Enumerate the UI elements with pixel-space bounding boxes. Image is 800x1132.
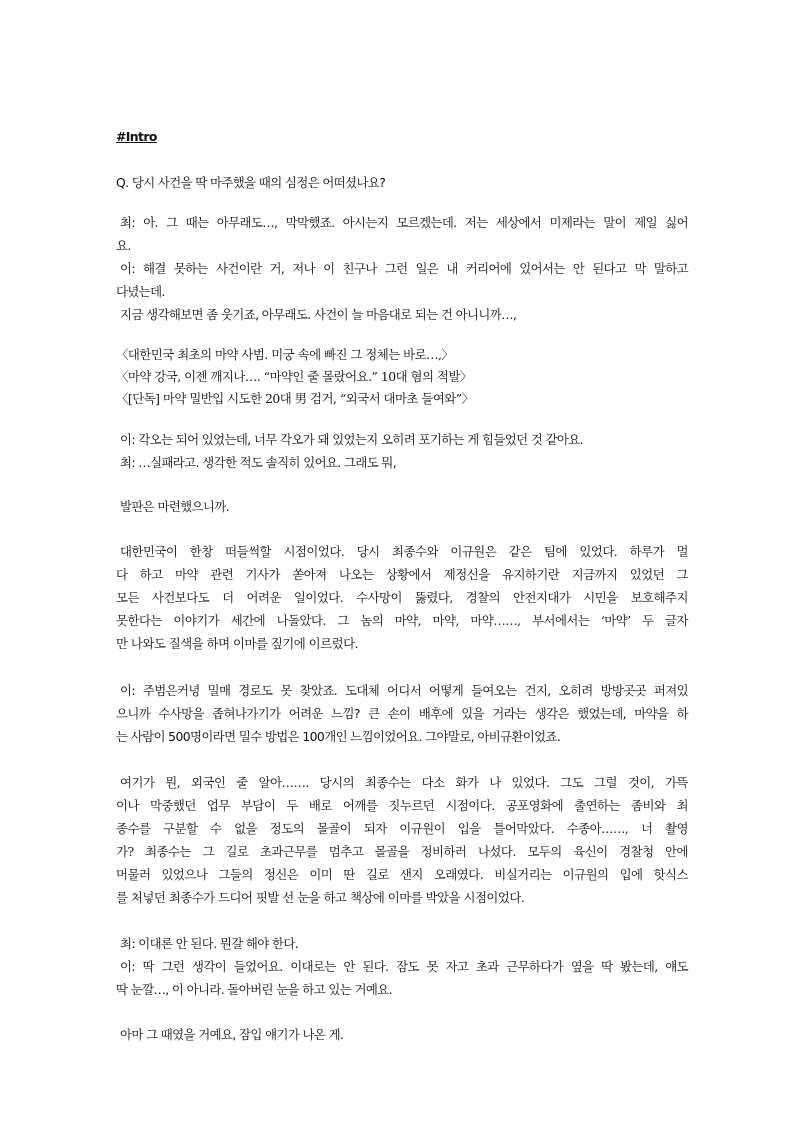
dialogue-line: 아마 그 때였을 거예요, 잠입 얘기가 나온 게. <box>120 1027 344 1042</box>
section-heading: #Intro <box>116 129 157 144</box>
dialogue-line: 이: 해결 못하는 사건이란 거, 저나 이 친구나 그런 일은 내 커리어에 있어서는 안 된다고 막 말하고 <box>120 261 688 276</box>
narrative-line: 여기가 뭔, 외국인 줄 알아……. 당시의 최종수는 다소 화가 나 있었다. 그도 그럴 것이, 가뜩 <box>120 775 688 790</box>
dialogue-line: 이: 각오는 되어 있었는데, 너무 각오가 돼 있었는지 오히려 포기하는 게 힘들었던 것 같아요. <box>120 432 583 447</box>
narrative-line: 모든 사건보다도 더 어려운 일이었다. 수사망이 뚫렸다, 경찰의 안전지대가 시민을 보호해주지 <box>116 590 688 605</box>
dialogue-line: 최: …실패라고. 생각한 적도 솔직히 있어요. 그래도 뭐, <box>120 455 397 470</box>
news-headline: 〈마약 강국, 이젠 깨지나…. “마약인 줄 몰랐어요.” 10대 혐의 적발〉 <box>116 369 472 384</box>
narrative-line: 를 처넣던 최종수가 드디어 핏발 선 눈을 하고 책상에 이마를 박았을 시점이었다. <box>116 890 525 905</box>
dialogue-line: 는 사람이 500명이라면 밀수 방법은 100개인 느낌이었어요. 그야말로, 아비규환이었죠. <box>116 729 561 744</box>
dialogue-line: 이: 주범은커녕 밀매 경로도 못 찾았죠. 도대체 어디서 어떻게 들여오는 건지, 오히려 방방곳곳 퍼져있 <box>120 683 688 698</box>
dialogue-line: 다녔는데. <box>116 284 165 299</box>
dialogue-line: 요. <box>116 238 131 253</box>
interview-question: Q. 당시 사건을 딱 마주했을 때의 심정은 어떠셨나요? <box>116 175 386 190</box>
dialogue-line: 으니까 수사망을 좁혀나가기가 어려운 느낌? 큰 손이 배후에 있을 거라는 생각은 했었는데, 마약을 하 <box>116 706 688 721</box>
dialogue-line: 지금 생각해보면 좀 웃기죠, 아무래도. 사건이 늘 마음대로 되는 건 아니니까…, <box>120 307 517 322</box>
narrative-line: 가? 최종수는 그 길로 초과근무를 멈추고 몰골을 정비하러 나섰다. 모두의 육신이 경찰청 안에 <box>116 844 688 859</box>
dialogue-line: 발판은 마련했으니까. <box>120 499 230 514</box>
news-headline: 〈[단독] 마약 밀반입 시도한 20대 男 검거, “외국서 대마초 들여와”〉 <box>116 391 474 406</box>
narrative-line: 다 하고 마약 관련 기사가 쏟아져 나오는 상황에서 제정신을 유지하기란 지금까지 있었던 그 <box>116 567 688 582</box>
dialogue-line: 딱 눈깔…, 이 아니라. 돌아버린 눈을 하고 있는 거예요. <box>116 982 392 997</box>
narrative-line: 대한민국이 한창 떠들썩할 시점이었다. 당시 최종수와 이규원은 같은 팀에 있었다. 하루가 멀 <box>120 544 688 559</box>
narrative-line: 못한다는 이야기가 세간에 나돌았다. 그 놈의 마약, 마약, 마약……, 부서에서는 ‘마약’ 두 글자 <box>116 613 688 628</box>
narrative-line: 만 나와도 질색을 하며 이마를 짚기에 이르렀다. <box>116 636 358 651</box>
dialogue-line: 최: 아. 그 때는 아무래도…, 막막했죠. 아시는지 모르겠는데. 저는 세상에서 미제라는 말이 제일 싫어 <box>120 215 688 230</box>
dialogue-line: 최: 이대론 안 된다. 뭔갈 해야 한다. <box>120 936 299 951</box>
news-headline: 〈대한민국 최초의 마약 사범. 미궁 속에 빠진 그 정체는 바로…,〉 <box>116 347 454 362</box>
narrative-line: 머물러 있었으나 그들의 정신은 이미 딴 길로 샌지 오래였다. 비실거리는 이규원의 입에 핫식스 <box>116 867 688 882</box>
narrative-line: 종수를 구분할 수 없을 정도의 몰골이 되자 이규원이 입을 틀어막았다. 수종아……, 너 촬영 <box>116 821 688 836</box>
dialogue-line: 이: 딱 그런 생각이 들었어요. 이대로는 안 된다. 잠도 못 자고 초과 근무하다가 옆을 딱 봤는데, 얘도 <box>120 959 688 974</box>
narrative-line: 이나 막중했던 업무 부담이 두 배로 어깨를 짓누르던 시점이다. 공포영화에 출연하는 좀비와 최 <box>116 798 688 813</box>
